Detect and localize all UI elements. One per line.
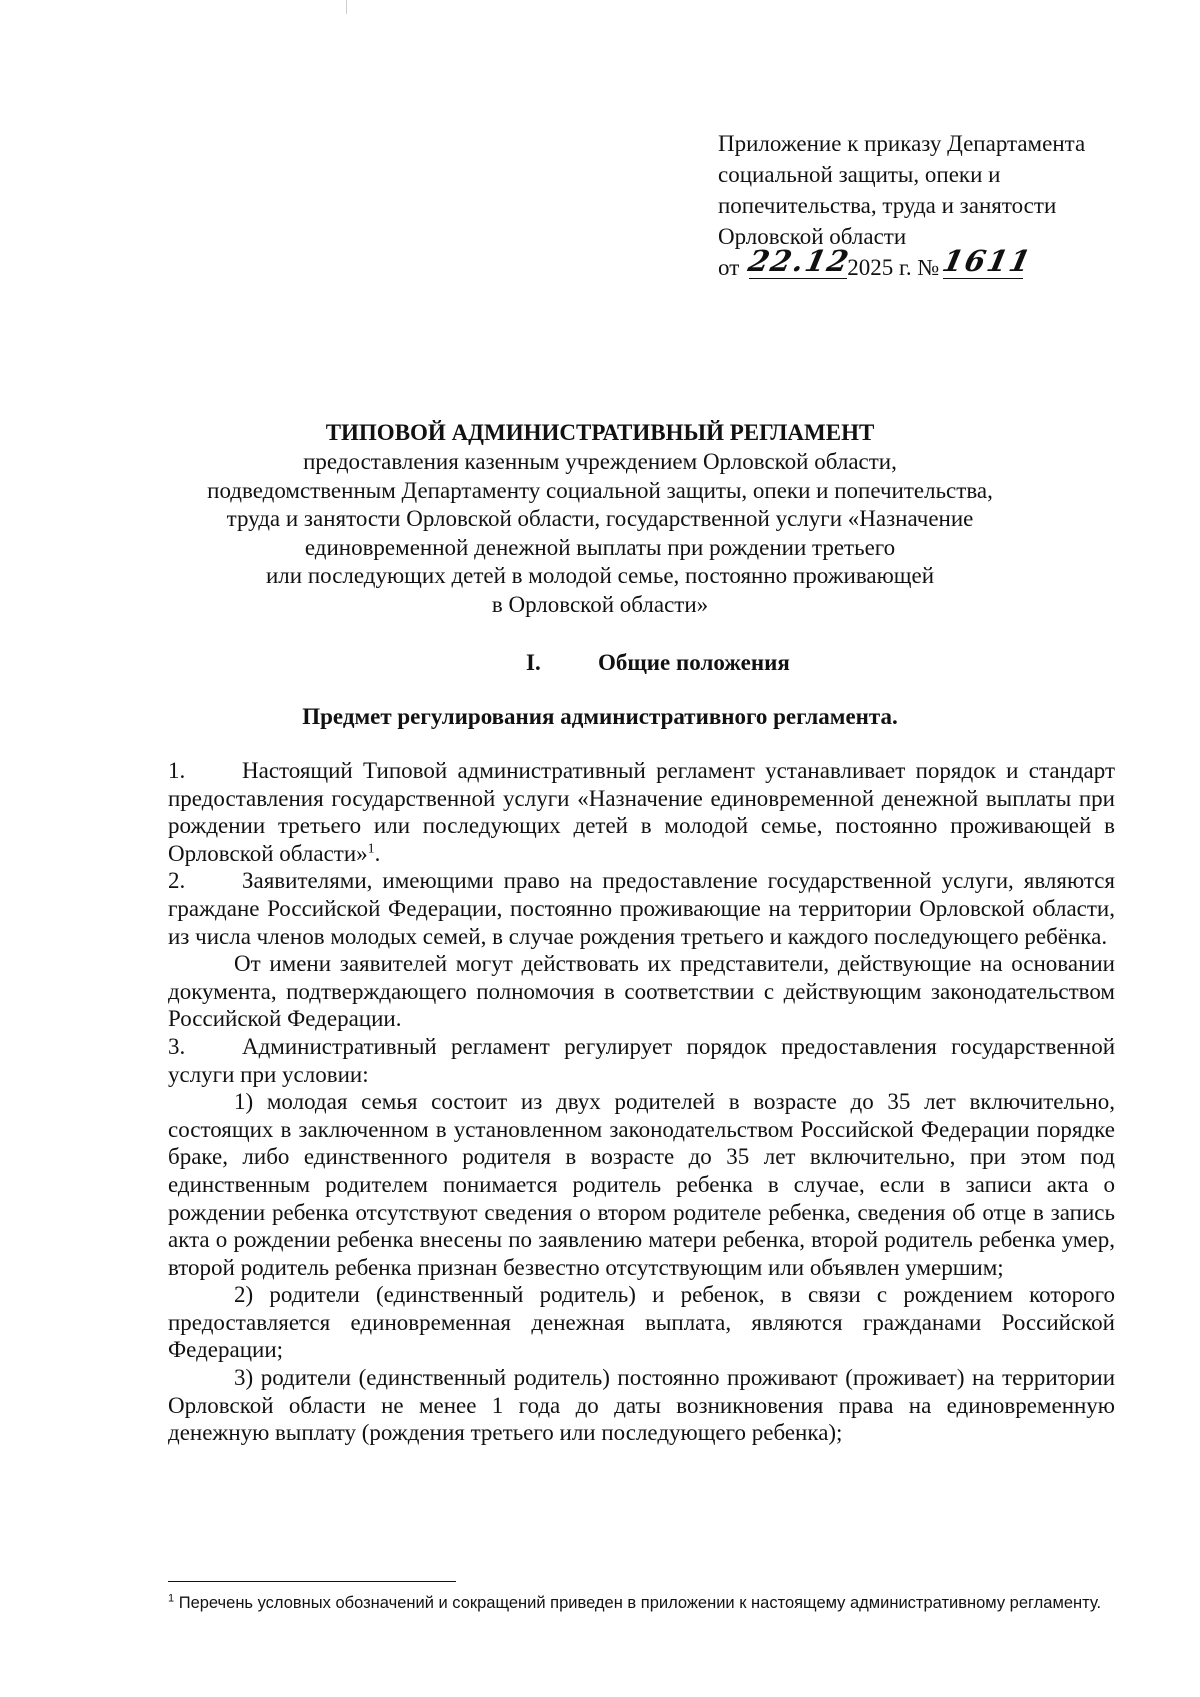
section-heading bbox=[526, 648, 790, 678]
subtitle-line: подведомственным Департаменту социальной защиты, опеки и попечительства, bbox=[207, 477, 993, 503]
appendix-block bbox=[718, 128, 1158, 283]
section-title: Общие положения bbox=[598, 650, 790, 675]
paragraph-end: . bbox=[374, 840, 381, 866]
subtitle-line: в Орловской области» bbox=[491, 591, 709, 617]
condition-3: 3) родители (единственный родитель) постоянно проживают (проживает) на территории Орловской области не менее 1 года до даты возникновения права на единовременную денежную выплату (рождения третьего или последующего ребенка); bbox=[168, 1365, 1115, 1446]
appendix-line-3: попечительства, труда и занятости bbox=[718, 193, 1057, 218]
paragraph-2-representatives: От имени заявителей могут действовать их представители, действующие на основании документа, подтверждающего полномочия в соответствии с действующим законодательством Российской Федерации. bbox=[168, 951, 1115, 1032]
subsection-heading: Предмет регулирования административного регламента. bbox=[302, 704, 898, 729]
appendix-line-2: социальной защиты, опеки и bbox=[718, 162, 1001, 187]
section-number: I. bbox=[526, 650, 541, 675]
document-subtitle bbox=[100, 448, 1100, 619]
subtitle-line: предоставления казенным учреждением Орловской области, bbox=[303, 449, 897, 474]
footnote-text: Перечень условных обозначений и сокращений приведен в приложении к настоящему административному регламенту. bbox=[174, 1594, 1102, 1612]
condition-2: 2) родители (единственный родитель) и ребенок, в связи с рождением которого предоставляется единовременная денежная выплата, являются гражданами Российской Федерации; bbox=[168, 1282, 1115, 1363]
paragraph-text: Настоящий Типовой административный регламент устанавливает порядок и стандарт предоставления государственной услуги «Назначение единовременной денежной выплаты при рождении третьего или последующих детей в молодой семье, постоянно проживающей в Орловской области» bbox=[168, 758, 1115, 866]
paragraph-number: 1. bbox=[168, 758, 186, 783]
paragraph-2 bbox=[168, 867, 1115, 950]
handwritten-date: 22.12 bbox=[745, 244, 854, 278]
footnote-separator bbox=[168, 1581, 456, 1582]
paragraph-3 bbox=[168, 1033, 1115, 1088]
footnote bbox=[168, 1592, 1115, 1614]
order-year-number-label: 2025 г. № bbox=[847, 255, 940, 280]
paragraph-text: Административный регламент регулирует порядок предоставления государственной услуги при условии: bbox=[168, 1033, 1115, 1087]
order-date-number-line bbox=[718, 244, 1158, 283]
condition-1: 1) молодая семья состоит из двух родителей в возрасте до 35 лет включительно, состоящих в заключенном в установленном законодательством Российской Федерации порядке браке, либо единственного родителя в возрасте до 35 лет включительно, при этом под единственным родителем понимается родитель ребенка в случае, если в записи акта о рождении ребенка отсутствуют сведения о втором родителе ребенка, сведения об отце в запись акта о рождении ребенка внесены по заявлению матери ребенка, второй родитель ребенка умер, второй родитель ребенка признан безвестно отсутствующим или объявлен умершим; bbox=[168, 1089, 1115, 1280]
footnote-reference: 1 bbox=[367, 841, 375, 857]
appendix-line-4: Орловской области bbox=[718, 224, 907, 249]
appendix-line-1: Приложение к приказу Департамента bbox=[718, 131, 1086, 156]
subtitle-line: единовременной денежной выплаты при рождении третьего bbox=[304, 534, 896, 560]
subtitle-line: труда и занятости Орловской области, государственной услуги «Назначение bbox=[226, 506, 974, 531]
document-title: ТИПОВОЙ АДМИНИСТРАТИВНЫЙ РЕГЛАМЕНТ bbox=[325, 420, 875, 445]
footnote-marker: 1 bbox=[168, 1592, 175, 1605]
order-number-blank bbox=[939, 244, 1036, 279]
scan-mark bbox=[346, 0, 347, 14]
handwritten-order-number: 1611 bbox=[939, 244, 1036, 278]
document-body bbox=[168, 757, 1115, 1447]
title-block bbox=[100, 418, 1100, 619]
paragraph-1 bbox=[168, 757, 1115, 867]
subtitle-line: или последующих детей в молодой семье, постоянно проживающей bbox=[265, 563, 935, 588]
paragraph-number: 2. bbox=[168, 868, 186, 894]
paragraph-text: Заявителями, имеющими право на предоставление государственной услуги, являются граждане Российской Федерации, постоянно проживающие на территории Орловской области, из числа членов молодых семей, в случае рождения третьего и каждого последующего ребёнка. bbox=[168, 868, 1115, 949]
order-date-blank bbox=[745, 244, 854, 279]
order-prefix: от bbox=[718, 255, 740, 280]
paragraph-number: 3. bbox=[168, 1033, 186, 1059]
